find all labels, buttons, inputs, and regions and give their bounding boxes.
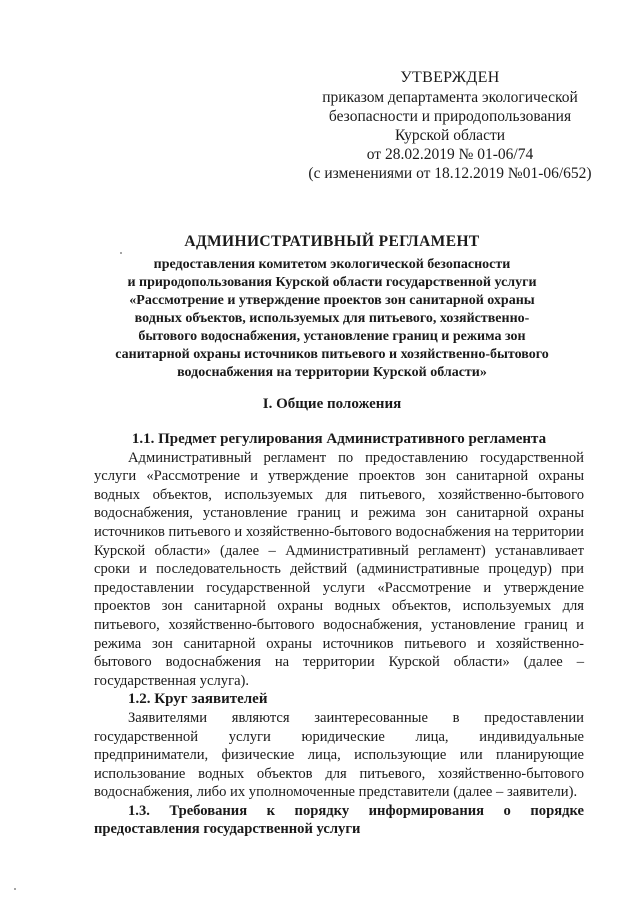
title-sub-line: предоставления комитетом экологической безопасности xyxy=(153,257,511,272)
document-body xyxy=(94,430,584,839)
approval-stamp xyxy=(300,68,600,183)
approval-line: от 28.02.2019 № 01-06/74 xyxy=(366,146,534,163)
title-sub-line: бытового водоснабжения, установление границ и режима зон xyxy=(138,329,526,344)
section-1-1-heading: 1.1. Предмет регулирования Административного регламента xyxy=(131,431,547,447)
scan-speck xyxy=(14,888,16,890)
title-sub-line: водных объектов, используемых для питьевого, хозяйственно- xyxy=(134,311,530,326)
approval-line: Курской области xyxy=(394,127,506,144)
section-1-2-heading: 1.2. Круг заявителей xyxy=(128,691,268,708)
section-1-3-heading: 1.3. Требования к порядку информирования о порядке предоставления государственной услуги xyxy=(94,802,584,838)
scan-speck xyxy=(120,252,122,254)
approval-line: (с изменениями от 18.12.2019 №01-06/652) xyxy=(308,165,592,182)
approval-line: безопасности и природопользования xyxy=(328,108,572,125)
title-sub-line: «Рассмотрение и утверждение проектов зон санитарной охраны xyxy=(129,293,535,308)
section-1-1-text: Административный регламент по предоставлению государственной услуги «Рассмотрение и утверждение проектов зон санитарной охраны водных объектов, используемых для питьевого, хозяйственно-бытового водоснабжения, установление границ и режима зон санитарной охраны источников питьевого и хозяйственно-бытового водоснабжения на территории Курской области» (далее – Административный регламент) устанавливает сроки и последовательность действий (административные процедур) при предоставлении государственной услуги «Рассмотрение и утверждение проектов зон санитарной охраны водных объектов, используемых для питьевого, хозяйственно-бытового водоснабжения, установление границ и режима зон санитарной охраны источников питьевого и хозяйственно-бытового водоснабжения на территории Курской области» (далее – государственная услуга). xyxy=(94,449,584,689)
title-sub-line: водоснабжения на территории Курской области» xyxy=(177,365,487,380)
section-title: I. Общие положения xyxy=(262,396,402,412)
document-title xyxy=(92,232,572,382)
section-1-2-text: Заявителями являются заинтересованные в предоставлении государственной услуги юридические лица, индивидуальные предприниматели, физические лица, использующие или планирующие использование водных объектов для питьевого, хозяйственно-бытового водоснабжения, либо их уполномоченные представители (далее – заявители). xyxy=(94,709,584,801)
title-main: АДМИНИСТРАТИВНЫЙ РЕГЛАМЕНТ xyxy=(184,233,480,250)
title-sub-line: санитарной охраны источников питьевого и хозяйственно-бытового xyxy=(115,347,549,362)
title-sub-line: и природопользования Курской области государственной услуги xyxy=(127,275,537,290)
approval-head: УТВЕРЖДЕН xyxy=(400,69,500,86)
approval-line: приказом департамента экологической xyxy=(322,89,578,106)
